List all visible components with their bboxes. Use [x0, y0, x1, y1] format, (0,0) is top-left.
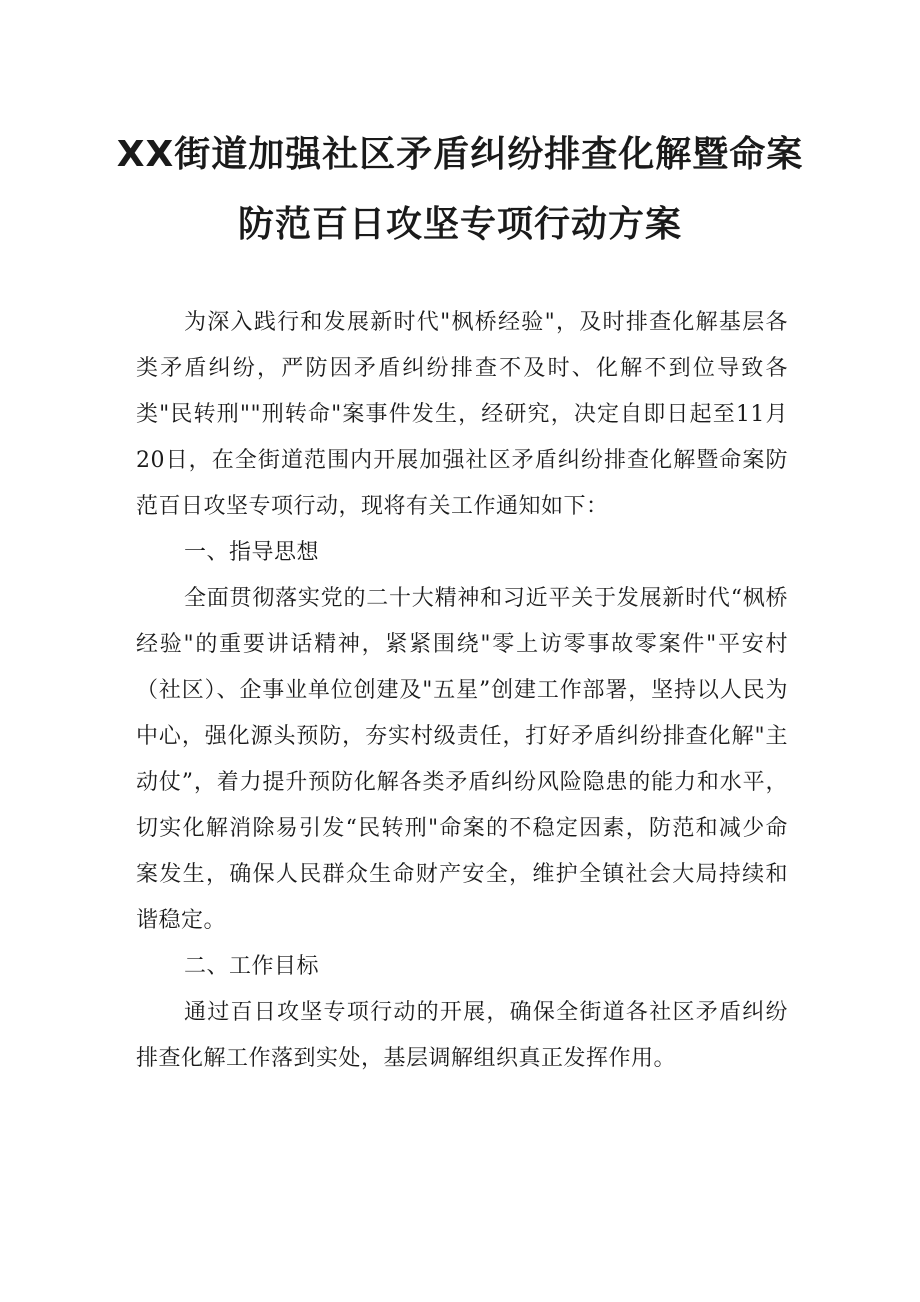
section-1-paragraph: 全面贯彻落实党的二十大精神和习近平关于发展新时代“枫桥经验"的重要讲话精神，紧紧围绕"零上访零事故零案件"平安村（社区）、企事业单位创建及"五星”创建工作部署，坚持以人民为中心，强化源头预防，夯实村级责任，打好矛盾纠纷排查化解"主动仗”，着力提升预防化解各类矛盾纠纷风险隐患的能力和水平，切实化解消除易引发“民转刑"命案的不稳定因素，防范和减少命案发生，确保人民群众生命财产安全，维护全镇社会大局持续和谐稳定。: [136, 586, 788, 933]
section-2-paragraph: 通过百日攻坚专项行动的开展，确保全街道各社区矛盾纠纷排查化解工作落到实处，基层调解组织真正发挥作用。: [136, 1000, 788, 1071]
document-title-line-1: XX街道加强社区矛盾纠纷排查化解暨命案: [116, 134, 804, 175]
intro-paragraph: 为深入践行和发展新时代"枫桥经验"，及时排查化解基层各类矛盾纠纷，严防因矛盾纠纷排查不及时、化解不到位导致各类"民转刑""刑转命"案事件发生，经研究，决定自即日起至11月20日，在全街道范围内开展加强社区矛盾纠纷排查化解暨命案防范百日攻坚专项行动，现将有关工作通知如下：: [136, 310, 788, 519]
section-1-heading: 一、指导思想: [184, 540, 320, 565]
document-body: [136, 300, 788, 1082]
document-title-line-2: 防范百日攻坚专项行动方案: [237, 204, 682, 245]
section-2-heading: 二、工作目标: [184, 954, 320, 979]
